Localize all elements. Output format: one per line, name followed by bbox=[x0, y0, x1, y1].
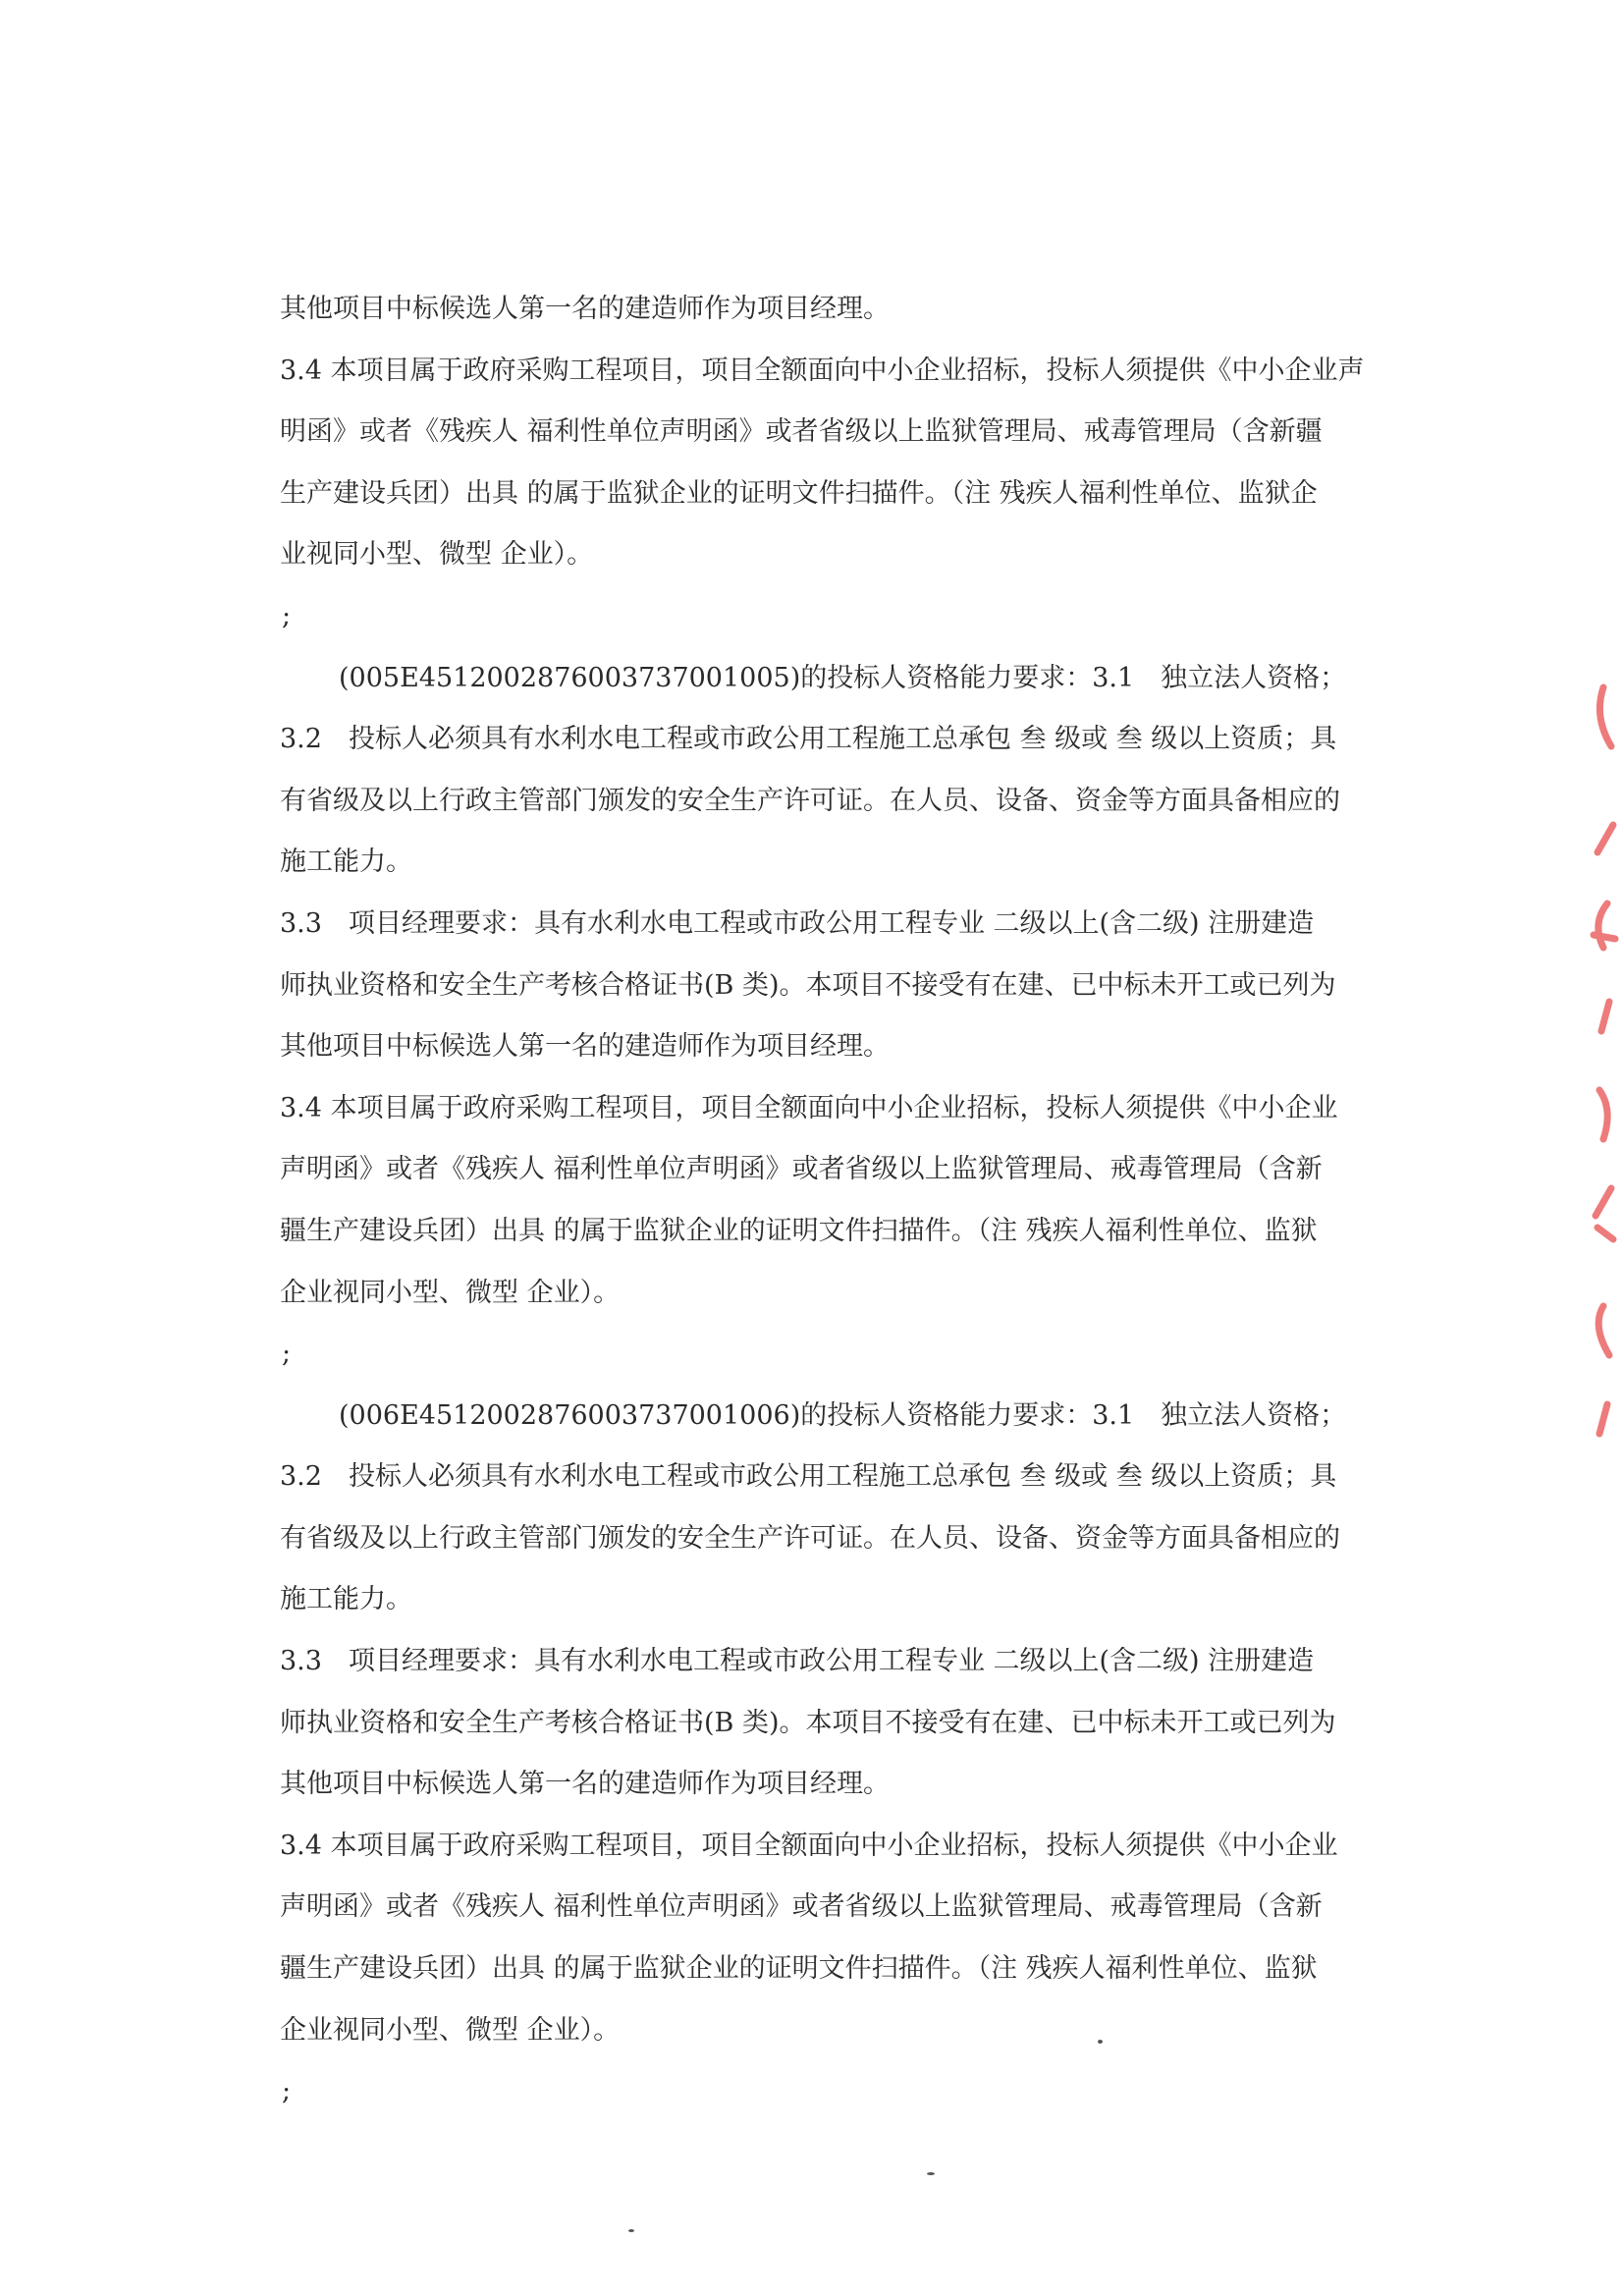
separator-line: ; bbox=[282, 600, 292, 631]
text-line: 疆生产建设兵团）出具 的属于监狱企业的证明文件扫描件。（注 残疾人福利性单位、监狱 bbox=[280, 1953, 1318, 1985]
stamp-fragment bbox=[1599, 687, 1611, 746]
text-line: 3.2 投标人必须具有水利水电工程或市政公用工程施工总承包 叁 级或 叁 级以上资质；具 bbox=[280, 1461, 1337, 1493]
text-line: 有省级及以上行政主管部门颁发的安全生产许可证。在人员、设备、资金等方面具备相应的 bbox=[280, 785, 1340, 816]
text-line: 企业视同小型、微型 企业）。 bbox=[280, 2014, 621, 2046]
text-line: 生产建设兵团）出具 的属于监狱企业的证明文件扫描件。（注 残疾人福利性单位、监狱企 bbox=[280, 477, 1318, 509]
document-body bbox=[280, 279, 1370, 2123]
text-line: (005E4512002876003737001005)的投标人资格能力要求：3.1 独立法人资格； bbox=[339, 662, 1347, 693]
stamp-fragment bbox=[1599, 1404, 1607, 1434]
scan-speck bbox=[1098, 2040, 1103, 2044]
text-line: 3.4 本项目属于政府采购工程项目，项目全额面向中小企业招标，投标人须提供《中小企业声 bbox=[280, 355, 1365, 386]
text-line: 其他项目中标候选人第一名的建造师作为项目经理。 bbox=[280, 1031, 890, 1063]
stamp-fragment bbox=[1599, 1090, 1607, 1139]
text-line: 声明函》或者《残疾人 福利性单位声明函》或者省级以上监狱管理局、戒毒管理局（含新 bbox=[280, 1891, 1323, 1923]
text-line: 声明函》或者《残疾人 福利性单位声明函》或者省级以上监狱管理局、戒毒管理局（含新 bbox=[280, 1154, 1323, 1185]
scan-speck bbox=[628, 2229, 634, 2232]
stamp-fragment bbox=[1601, 1002, 1609, 1031]
text-line: 施工能力。 bbox=[280, 847, 412, 878]
text-line: 3.4 本项目属于政府采购工程项目，项目全额面向中小企业招标，投标人须提供《中小企业 bbox=[280, 1830, 1338, 1861]
text-line: 师执业资格和安全生产考核合格证书(B 类)。本项目不接受有在建、已中标未开工或已列为 bbox=[280, 969, 1336, 1001]
separator-line: ; bbox=[282, 1339, 292, 1370]
text-line: 疆生产建设兵团）出具 的属于监狱企业的证明文件扫描件。（注 残疾人福利性单位、监狱 bbox=[280, 1215, 1318, 1246]
text-line: 3.3 项目经理要求：具有水利水电工程或市政公用工程专业 二级以上(含二级) 注册建造 bbox=[280, 1646, 1315, 1677]
text-line: 其他项目中标候选人第一名的建造师作为项目经理。 bbox=[280, 294, 890, 324]
text-line: 明函》或者《残疾人 福利性单位声明函》或者省级以上监狱管理局、戒毒管理局（含新疆 bbox=[280, 416, 1323, 448]
text-line: 企业视同小型、微型 企业）。 bbox=[280, 1277, 621, 1308]
scan-speck bbox=[927, 2172, 935, 2175]
stamp-fragment bbox=[1596, 1188, 1613, 1239]
text-line: 3.3 项目经理要求：具有水利水电工程或市政公用工程专业 二级以上(含二级) 注册建造 bbox=[280, 907, 1315, 939]
text-line: 业视同小型、微型 企业）。 bbox=[280, 539, 594, 571]
text-line: 师执业资格和安全生产考核合格证书(B 类)。本项目不接受有在建、已中标未开工或已列为 bbox=[280, 1707, 1336, 1738]
stamp-fragment bbox=[1597, 825, 1613, 852]
text-line: 施工能力。 bbox=[280, 1584, 412, 1615]
stamp-fragment bbox=[1598, 1306, 1609, 1355]
red-seal-stamp-edge bbox=[1564, 678, 1623, 1483]
text-line: 有省级及以上行政主管部门颁发的安全生产许可证。在人员、设备、资金等方面具备相应的 bbox=[280, 1522, 1340, 1554]
stamp-fragment bbox=[1594, 903, 1615, 948]
text-line: 3.4 本项目属于政府采购工程项目，项目全额面向中小企业招标，投标人须提供《中小企业 bbox=[280, 1092, 1338, 1123]
text-line: (006E4512002876003737001006)的投标人资格能力要求：3.1 独立法人资格； bbox=[339, 1399, 1347, 1431]
text-line: 3.2 投标人必须具有水利水电工程或市政公用工程施工总承包 叁 级或 叁 级以上资质；具 bbox=[280, 724, 1337, 755]
separator-line: ; bbox=[282, 2076, 292, 2107]
text-line: 其他项目中标候选人第一名的建造师作为项目经理。 bbox=[280, 1769, 890, 1800]
